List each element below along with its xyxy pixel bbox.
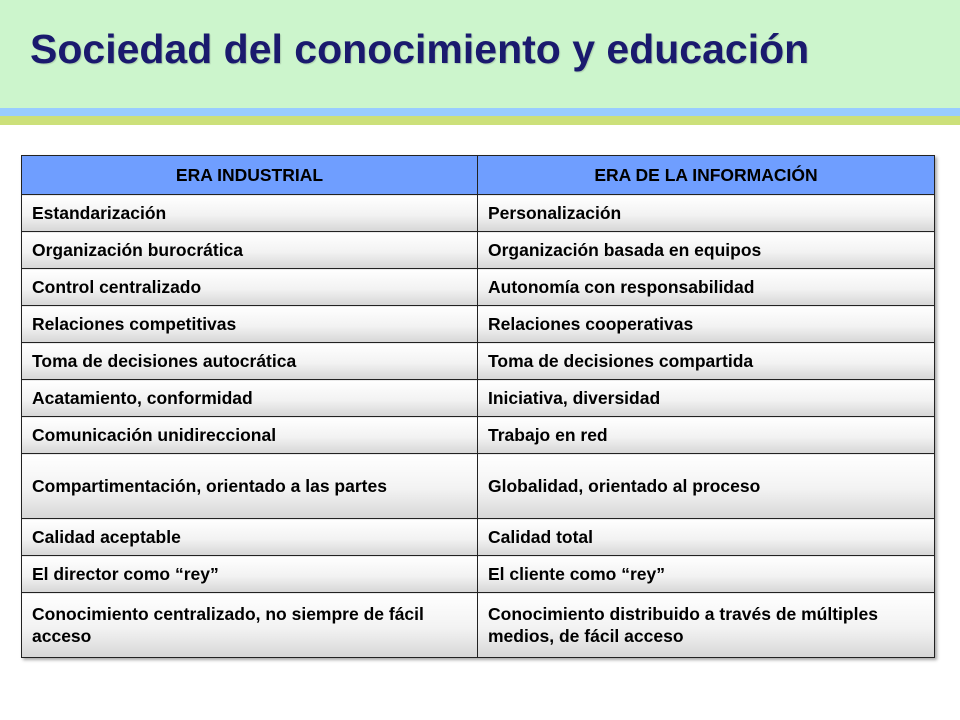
- cell-informacion: Relaciones cooperativas: [478, 306, 935, 343]
- slide-title: Sociedad del conocimiento y educación: [30, 26, 810, 72]
- cell-industrial: Comunicación unidireccional: [22, 417, 478, 454]
- cell-informacion: Personalización: [478, 195, 935, 232]
- cell-informacion: Iniciativa, diversidad: [478, 380, 935, 417]
- cell-informacion: Toma de decisiones compartida: [478, 343, 935, 380]
- table-row: [22, 306, 935, 343]
- table-row: [22, 232, 935, 269]
- table-row: [22, 343, 935, 380]
- cell-industrial: Compartimentación, orientado a las partes: [22, 454, 478, 519]
- cell-industrial: Estandarización: [22, 195, 478, 232]
- header-era-industrial: ERA INDUSTRIAL: [22, 156, 478, 195]
- table-row: [22, 269, 935, 306]
- table-row: [22, 593, 935, 658]
- cell-industrial: Toma de decisiones autocrática: [22, 343, 478, 380]
- cell-industrial: Conocimiento centralizado, no siempre de fácil acceso: [22, 593, 478, 658]
- cell-industrial: Control centralizado: [22, 269, 478, 306]
- table-row: [22, 417, 935, 454]
- cell-informacion: El cliente como “rey”: [478, 556, 935, 593]
- header-era-informacion: ERA DE LA INFORMACIÓN: [478, 156, 935, 195]
- table-row: [22, 380, 935, 417]
- cell-informacion: Autonomía con responsabilidad: [478, 269, 935, 306]
- table-row: [22, 519, 935, 556]
- comparison-table: [21, 155, 935, 658]
- cell-industrial: El director como “rey”: [22, 556, 478, 593]
- cell-industrial: Acatamiento, conformidad: [22, 380, 478, 417]
- cell-informacion: Trabajo en red: [478, 417, 935, 454]
- table-row: [22, 556, 935, 593]
- cell-informacion: Globalidad, orientado al proceso: [478, 454, 935, 519]
- cell-industrial: Calidad aceptable: [22, 519, 478, 556]
- table-row: [22, 195, 935, 232]
- cell-informacion: Calidad total: [478, 519, 935, 556]
- table-row: [22, 454, 935, 519]
- cell-informacion: Organización basada en equipos: [478, 232, 935, 269]
- header-rule-blue: [0, 108, 960, 116]
- cell-industrial: Organización burocrática: [22, 232, 478, 269]
- cell-industrial: Relaciones competitivas: [22, 306, 478, 343]
- table-header-row: [22, 156, 935, 195]
- cell-informacion: Conocimiento distribuido a través de múltiples medios, de fácil acceso: [478, 593, 935, 658]
- header-rule-green: [0, 116, 960, 125]
